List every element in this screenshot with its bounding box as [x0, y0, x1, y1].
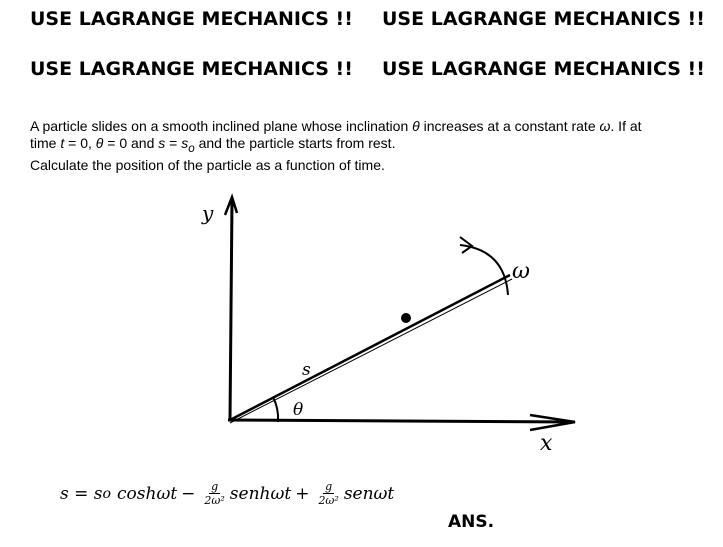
- header-banner-2: USE LAGRANGE MECHANICS !!: [382, 8, 705, 30]
- text: = 0 and: [103, 135, 159, 151]
- inclined-plane-figure: [180, 175, 600, 465]
- fraction-2-numerator: g: [325, 480, 333, 493]
- fraction-1-numerator: g: [211, 480, 219, 493]
- formula-plus: +: [295, 483, 310, 504]
- s-symbol: s: [158, 135, 166, 151]
- formula-fraction-2: [316, 480, 340, 507]
- answer-label: ANS.: [448, 512, 495, 532]
- particle: [401, 313, 411, 323]
- s0-subscript: o: [188, 141, 195, 155]
- formula-fraction-1: [202, 480, 226, 507]
- solution-formula: [60, 480, 394, 507]
- text: = 0,: [64, 135, 96, 151]
- y-axis: [230, 200, 232, 420]
- formula-term2: senhωt: [229, 483, 292, 504]
- header-banner-4: USE LAGRANGE MECHANICS !!: [382, 58, 705, 80]
- text: . If at: [610, 118, 642, 134]
- problem-line-3: Calculate the position of the particle as a function of time.: [30, 156, 385, 173]
- inclined-plane-line-2: [230, 279, 512, 423]
- omega-label: ω: [512, 259, 530, 284]
- theta-symbol: θ: [412, 118, 420, 134]
- t-symbol: t: [60, 135, 65, 151]
- header-banner-3: USE LAGRANGE MECHANICS !!: [30, 58, 353, 80]
- theta-symbol: θ: [95, 135, 104, 151]
- text: A particle slides on a smooth inclined plane whose inclination: [30, 118, 413, 134]
- formula-lhs: s = s: [60, 483, 103, 504]
- formula-term1: coshωt: [117, 483, 178, 504]
- x-axis: [228, 420, 575, 422]
- fraction-1-denominator: 2ω²: [204, 494, 225, 507]
- problem-line-2: [30, 135, 700, 157]
- theta-label: θ: [293, 400, 304, 420]
- fraction-2-denominator: 2ω²: [318, 494, 339, 507]
- inclined-plane-line: [230, 275, 510, 420]
- formula-term3: senωt: [343, 483, 395, 504]
- text: =: [165, 135, 182, 151]
- problem-statement: [30, 118, 700, 174]
- theta-arc: [273, 397, 278, 422]
- s-label: s: [302, 360, 311, 380]
- text: time: [30, 135, 61, 151]
- formula-minus: −: [181, 483, 196, 504]
- header-banner-1: USE LAGRANGE MECHANICS !!: [30, 8, 353, 30]
- text: increases at a constant rate: [419, 118, 600, 134]
- text: and the particle starts from rest.: [194, 135, 396, 151]
- s0-symbol: s: [181, 135, 189, 151]
- x-axis-label: x: [540, 431, 553, 456]
- y-axis-label: y: [202, 201, 214, 225]
- problem-line-1: [30, 118, 700, 135]
- omega-symbol: ω: [599, 118, 611, 134]
- formula-lhs-subscript: o: [102, 485, 112, 502]
